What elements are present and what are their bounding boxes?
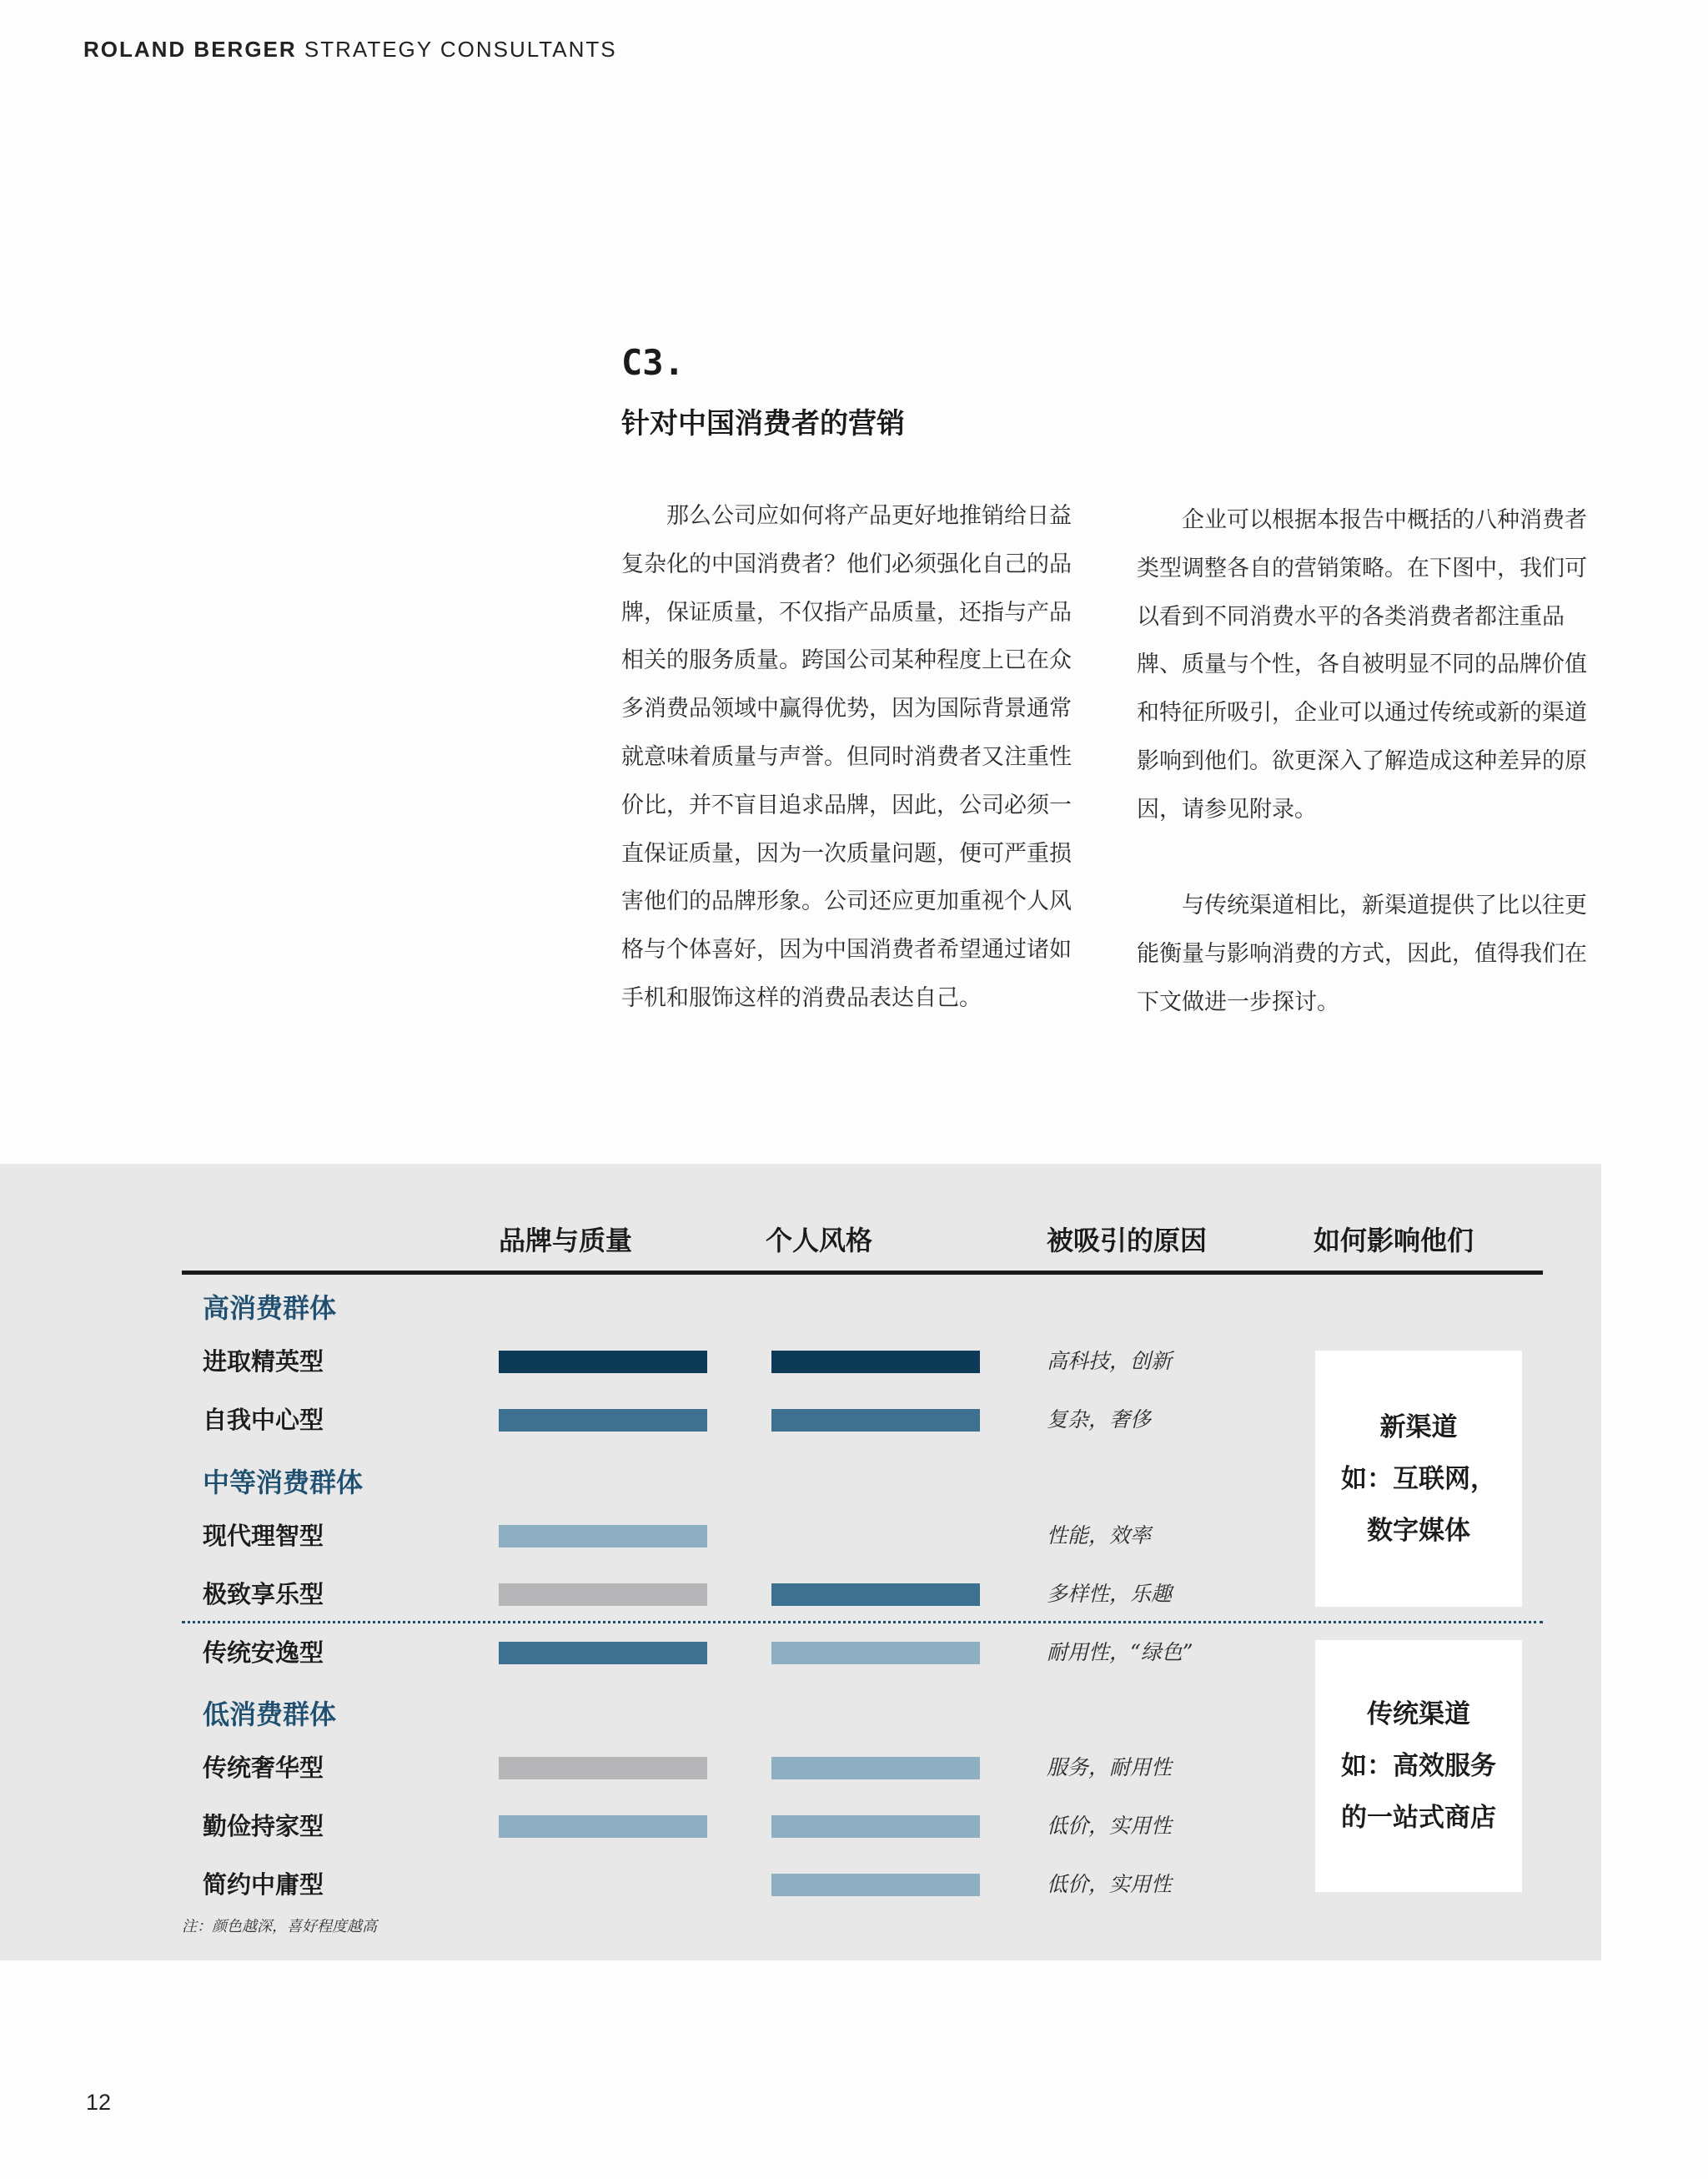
channel-line: 传统渠道 (1367, 1699, 1470, 1729)
brand-quality-bar (499, 1815, 707, 1838)
group-label-middle: 中等消费群体 (203, 1467, 364, 1498)
attraction-reason: 多样性，乐趣 (1047, 1582, 1173, 1606)
personal-style-bar (771, 1757, 980, 1779)
personal-style-bar (771, 1583, 980, 1606)
column-header-personal-style: 个人风格 (766, 1225, 873, 1256)
report-header (83, 37, 617, 63)
attraction-reason: 耐用性，“绿色” (1047, 1640, 1193, 1664)
column-header-brand-quality: 品牌与质量 (499, 1225, 633, 1256)
attraction-reason: 低价，实用性 (1047, 1872, 1173, 1896)
table-note: 注：颜色越深，喜好程度越高 (182, 1918, 377, 1935)
brand-quality-bar (499, 1583, 707, 1606)
section-title: 针对中国消费者的营销 (621, 407, 905, 440)
attraction-reason: 高科技，创新 (1047, 1349, 1173, 1373)
header-rule (182, 1271, 1543, 1275)
brand-subtitle: STRATEGY CONSULTANTS (304, 37, 617, 62)
channel-line: 数字媒体 (1367, 1515, 1470, 1546)
personal-style-bar (771, 1351, 980, 1373)
attraction-reason: 性能，效率 (1047, 1523, 1152, 1547)
channel-line: 新渠道 (1379, 1412, 1458, 1442)
body-paragraph: 与传统渠道相比，新渠道提供了比以往更能衡量与影响消费的方式，因此，值得我们在下文做进一步探讨。 (1137, 893, 1587, 1015)
body-column-right (1137, 496, 1604, 1027)
brand-quality-bar (499, 1642, 707, 1664)
brand-quality-bar (499, 1757, 707, 1779)
row-label: 传统安逸型 (203, 1638, 324, 1667)
attraction-reason: 复杂，奢侈 (1047, 1407, 1152, 1432)
channel-line: 如：高效服务 (1341, 1751, 1496, 1781)
row-label: 自我中心型 (203, 1406, 324, 1434)
personal-style-bar (771, 1874, 980, 1896)
body-column-left (621, 492, 1088, 1023)
page-number: 12 (86, 2090, 112, 2115)
personal-style-bar (771, 1815, 980, 1838)
body-paragraph: 企业可以根据本报告中概括的八种消费者类型调整各自的营销策略。在下图中，我们可以看到不同消费水平的各类消费者都注重品牌、质量与个性，各自被明显不同的品牌价值和特征所吸引，企业可以通过传统或新的渠道影响到他们。欲更深入了解造成这种差异的原因，请参见附录。 (1137, 507, 1587, 823)
brand-name: ROLAND BERGER (83, 37, 297, 62)
brand-quality-bar (499, 1525, 707, 1547)
row-label: 传统奢华型 (203, 1754, 324, 1782)
personal-style-bar (771, 1409, 980, 1432)
channel-line: 如：互联网， (1341, 1463, 1496, 1494)
row-label: 进取精英型 (203, 1347, 324, 1376)
attraction-reason: 服务，耐用性 (1047, 1755, 1173, 1779)
row-label: 勤俭持家型 (203, 1812, 324, 1840)
group-divider-dotted (182, 1621, 1543, 1623)
column-header-attraction-reason: 被吸引的原因 (1047, 1225, 1208, 1256)
brand-quality-bar (499, 1409, 707, 1432)
group-label-high: 高消费群体 (203, 1292, 337, 1324)
channel-box-new (1315, 1351, 1522, 1607)
channel-line: 的一站式商店 (1341, 1803, 1496, 1833)
personal-style-bar (771, 1642, 980, 1664)
body-paragraph: 那么公司应如何将产品更好地推销给日益复杂化的中国消费者？他们必须强化自己的品牌，保证质量，不仅指产品质量，还指与产品相关的服务质量。跨国公司某种程度上已在众多消费品领域中赢得优势，因为国际背景通常就意味着质量与声誉。但同时消费者又注重性价比，并不盲目追求品牌，因此，公司必须一直保证质量，因为一次质量问题，便可严重损害他们的品牌形象。公司还应更加重视个人风格与个体喜好，因为中国消费者希望通过诸如手机和服饰这样的消费品表达自己。 (621, 503, 1072, 1011)
brand-quality-bar (499, 1351, 707, 1373)
row-label: 简约中庸型 (203, 1870, 324, 1899)
section-number: C3. (621, 342, 685, 383)
column-header-influence: 如何影响他们 (1314, 1225, 1474, 1256)
channel-box-traditional (1315, 1640, 1522, 1892)
row-label: 现代理智型 (203, 1522, 324, 1550)
row-label: 极致享乐型 (203, 1580, 324, 1608)
group-label-low: 低消费群体 (203, 1698, 337, 1730)
attraction-reason: 低价，实用性 (1047, 1814, 1173, 1838)
